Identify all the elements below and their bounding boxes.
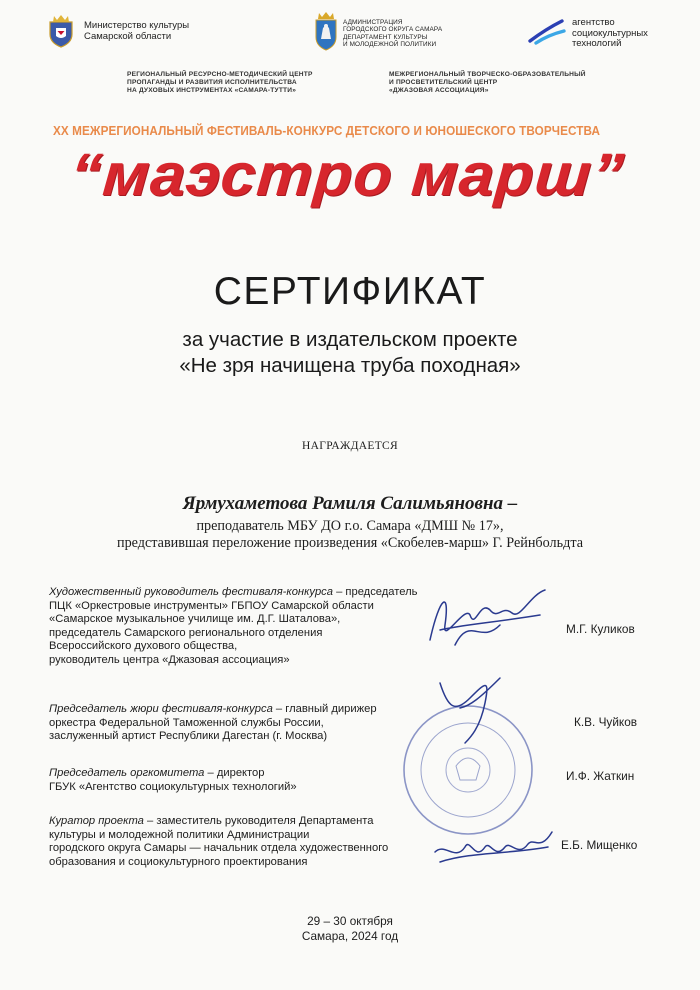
signatory-3-line-1: ГБУК «Агентство социокультурных технологий» <box>49 780 297 793</box>
signatory-1-line-4: Всероссийского духового общества, <box>49 640 238 653</box>
signatory-block-jury-chair <box>49 703 377 744</box>
signature-chuykov <box>430 668 510 748</box>
signatory-1-line-2: «Самарское музыкальное училище им. Д.Г. Шаталова», <box>49 613 341 626</box>
org-left-line-3: НА ДУХОВЫХ ИНСТРУМЕНТАХ «САМАРА-ТУТТИ» <box>127 87 297 94</box>
signatory-1-line-3: председатель Самарского регионального отделения <box>49 626 323 639</box>
ministry-line-1: Министерство культуры <box>84 20 190 31</box>
recipient-desc-line-2: представившая переложение произведения «Скобелев-марш» Г. Рейнбольдта <box>116 535 584 551</box>
ministry-line-2: Самарской области <box>84 31 172 42</box>
org-right <box>389 71 586 95</box>
signature-mishchenko <box>430 822 560 872</box>
agency-line-2: социокультурных <box>572 27 648 39</box>
agency-logo-icon <box>528 19 566 45</box>
recipient-name: Ярмухаметова Рамиля Салимьяновна – <box>182 493 518 514</box>
administration-line-2: ГОРОДСКОГО ОКРУГА САМАРА <box>343 26 443 34</box>
signatory-1-role-rest: – председатель <box>332 586 418 598</box>
signatory-block-orgcommittee-chair <box>49 767 297 794</box>
signatory-2-name: К.В. Чуйков <box>574 715 638 729</box>
administration-name <box>343 19 442 49</box>
festival-name-logo: “маэстро марш” <box>67 141 627 208</box>
subtitle-line-1: за участие в издательском проекте <box>182 328 518 351</box>
event-dates-place <box>0 914 700 944</box>
signatory-1-name: М.Г. Куликов <box>566 622 635 636</box>
signature-kulikov <box>420 585 560 655</box>
samara-city-coat-of-arms-icon <box>314 11 338 51</box>
org-right-line-2: И ПРОСВЕТИТЕЛЬСКИЙ ЦЕНТР <box>389 79 498 86</box>
org-left-line-1: РЕГИОНАЛЬНЫЙ РЕСУРСНО-МЕТОДИЧЕСКИЙ ЦЕНТР <box>127 71 313 78</box>
signatory-4-line-1: культуры и молодежной политики Администрации <box>49 828 310 841</box>
org-left-line-2: ПРОПАГАНДЫ И РАЗВИТИЯ ИСПОЛНИТЕЛЬСТВА <box>127 79 297 86</box>
subtitle-line-2: «Не зря начищена труба походная» <box>179 354 521 377</box>
signatory-3-role-rest: – директор <box>204 767 265 779</box>
signatory-block-project-curator <box>49 815 388 869</box>
signatory-1-line-1: ПЦК «Оркестровые инструменты» ГБПОУ Самарской области <box>49 599 374 612</box>
signatory-4-line-3: образования и социокультурного проектирования <box>49 855 308 868</box>
recipient-desc-line-1: преподаватель МБУ ДО г.о. Самара «ДМШ № 17», <box>196 518 504 534</box>
ministry-name <box>84 20 189 42</box>
event-dates: 29 – 30 октября <box>307 914 393 928</box>
samara-region-coat-of-arms-icon <box>47 14 75 48</box>
signatory-4-name: Е.Б. Мищенко <box>561 838 638 852</box>
administration-line-3: ДЕПАРТАМЕНТ КУЛЬТУРЫ <box>343 33 428 41</box>
signatory-1-line-5: руководитель центра «Джазовая ассоциация» <box>49 653 290 666</box>
signatory-2-line-2: заслуженный артист Республики Дагестан (г. Москва) <box>49 730 328 743</box>
event-place-year: Самара, 2024 год <box>301 929 399 943</box>
signatory-1-role: Художественный руководитель фестиваля-конкурса <box>49 586 333 598</box>
org-right-line-3: «ДЖАЗОВАЯ АССОЦИАЦИЯ» <box>389 87 489 94</box>
signatory-2-role: Председатель жюри фестиваля-конкурса <box>49 703 273 715</box>
awarded-label: НАГРАЖДАЕТСЯ <box>302 440 398 452</box>
certificate-subtitle <box>0 327 700 379</box>
recipient-description <box>0 518 700 552</box>
signatory-3-role: Председатель оргкомитета <box>49 767 205 779</box>
administration-line-1: АДМИНИСТРАЦИЯ <box>343 19 403 26</box>
signatory-block-artistic-director <box>49 586 418 668</box>
agency-line-1: агентство <box>572 17 615 28</box>
signatory-4-role-rest: – заместитель руководителя Департамента <box>143 815 374 827</box>
agency-line-3: технологий <box>572 38 622 49</box>
administration-line-4: И МОЛОДЕЖНОЙ ПОЛИТИКИ <box>343 41 437 49</box>
org-right-line-1: МЕЖРЕГИОНАЛЬНЫЙ ТВОРЧЕСКО-ОБРАЗОВАТЕЛЬНЫЙ <box>389 71 586 78</box>
festival-title-line: XX МЕЖРЕГИОНАЛЬНЫЙ ФЕСТИВАЛЬ-КОНКУРС ДЕТСКОГО И ЮНОШЕСКОГО ТВОРЧЕСТВА <box>53 124 601 138</box>
signatory-3-name: И.Ф. Жаткин <box>566 769 635 783</box>
signatory-4-line-2: городского округа Самары — начальник отдела художественного <box>49 842 389 855</box>
signatory-2-role-rest: – главный дирижер <box>272 703 377 715</box>
org-left <box>127 71 313 95</box>
signatory-2-line-1: оркестра Федеральной Таможенной службы России, <box>49 716 324 729</box>
certificate-title: СЕРТИФИКАТ <box>213 270 487 313</box>
signatory-4-role: Куратор проекта <box>49 815 144 827</box>
agency-name <box>572 18 648 50</box>
